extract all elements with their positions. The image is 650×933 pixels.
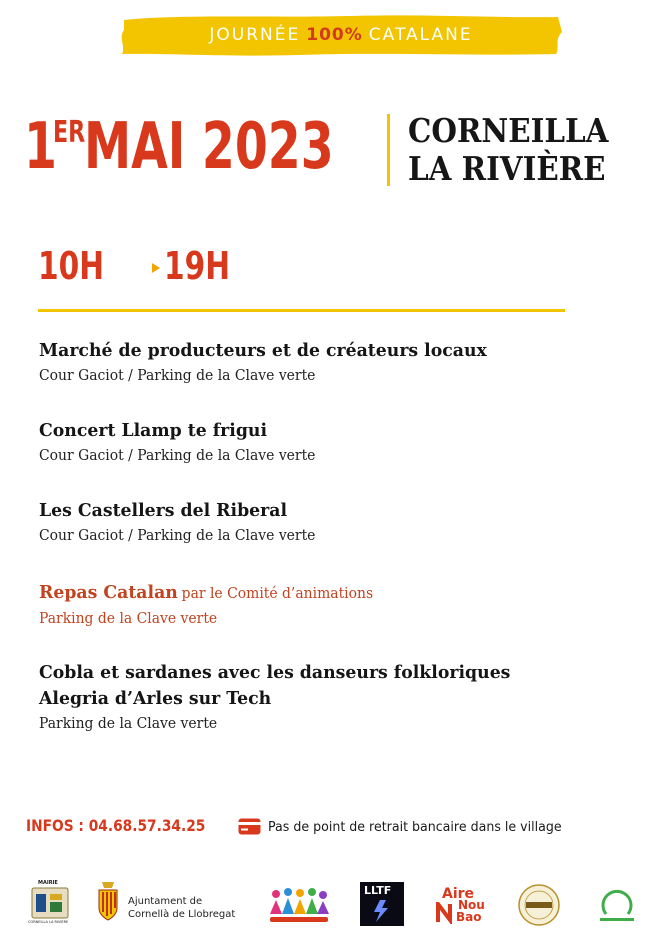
- event-item: [39, 660, 530, 736]
- event-title: Marché de producteurs et de créateurs locaux: [39, 340, 487, 361]
- event-place: Cour Gaciot / Parking de la Clave verte: [39, 448, 316, 464]
- round-seal-logo-icon: [518, 884, 560, 926]
- coat-of-arms-icon: [96, 880, 120, 922]
- date-day: 1: [24, 110, 57, 184]
- event-place: Parking de la Clave verte: [39, 716, 218, 732]
- date-month-year: MAI 2023: [84, 110, 334, 184]
- aire-label: Aire: [442, 886, 475, 902]
- banner-pre: JOURNÉE: [209, 25, 301, 45]
- green-arc-logo-icon: [596, 884, 638, 926]
- festival-people-logo-icon: [266, 884, 332, 926]
- mairie-subtitle: CORNEILLA LA RIVIÈRE: [28, 920, 69, 924]
- event-item: [39, 338, 506, 388]
- bank-note: Pas de point de retrait bancaire dans le village: [268, 820, 562, 835]
- arrow-right-icon: [152, 263, 160, 273]
- infos-phone: INFOS : 04.68.57.34.25: [26, 816, 206, 835]
- lltf-logo: [360, 882, 404, 926]
- event-item: [39, 418, 327, 468]
- lightning-icon: [360, 898, 404, 924]
- mairie-logo: [28, 880, 72, 924]
- date-ordinal: ER: [53, 115, 86, 150]
- city-line-2: LA RIVIÈRE: [408, 149, 606, 188]
- event-item-highlight: [39, 580, 387, 631]
- top-banner: [118, 12, 564, 58]
- banner-accent: 100%: [306, 25, 363, 45]
- ajuntament-logo: [96, 880, 236, 926]
- banner-post: CATALANE: [368, 25, 473, 45]
- event-title: Concert Llamp te frigui: [39, 420, 268, 441]
- nou-label: Nou: [458, 898, 485, 912]
- event-title: Repas Catalan: [39, 582, 178, 603]
- event-title-line-2: Alegria d’Arles sur Tech: [39, 688, 272, 709]
- event-place: Parking de la Clave verte: [39, 611, 218, 627]
- hours-end: 19H: [164, 244, 231, 288]
- city-name: [408, 112, 608, 188]
- event-title-line-1: Cobla et sardanes avec les danseurs folkloriques: [39, 662, 511, 683]
- lltf-label: LLTF: [364, 884, 392, 897]
- event-title: Les Castellers del Riberal: [39, 500, 288, 521]
- mairie-label: MAIRIE: [38, 880, 58, 886]
- aire-nou-bao-logo: [436, 886, 490, 926]
- section-divider: [38, 309, 565, 312]
- event-item: [39, 498, 327, 548]
- city-line-1: CORNEILLA: [408, 111, 609, 150]
- event-place: Cour Gaciot / Parking de la Clave verte: [39, 528, 316, 544]
- hours-start: 10H: [38, 244, 105, 288]
- ajuntament-line-2: Cornellà de Llobregat: [128, 909, 236, 920]
- title-divider: [387, 114, 390, 186]
- event-place: Cour Gaciot / Parking de la Clave verte: [39, 368, 316, 384]
- bao-label: Bao: [456, 910, 482, 924]
- mairie-emblem-icon: [28, 886, 72, 920]
- credit-card-icon: [238, 818, 261, 835]
- letter-n-mark-icon: [436, 902, 456, 924]
- event-title-suffix: par le Comité d’animations: [181, 586, 374, 602]
- ajuntament-line-1: Ajuntament de: [128, 896, 203, 907]
